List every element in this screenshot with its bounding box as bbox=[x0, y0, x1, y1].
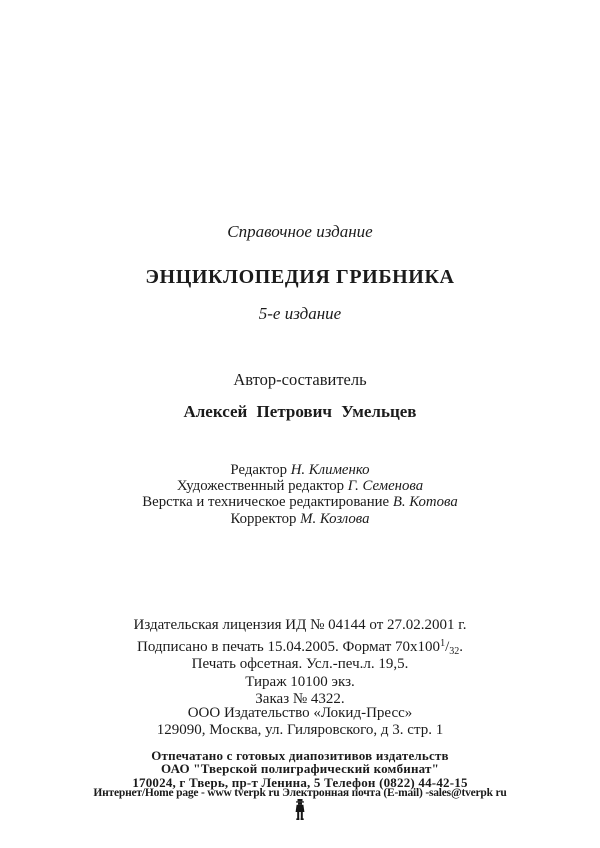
staff-person-name: М. Козлова bbox=[300, 510, 370, 527]
edition-number: 5-е издание bbox=[258, 304, 342, 323]
publisher-address: 129090, Москва, ул. Гиляровского, д 3. стр. 1 bbox=[156, 721, 444, 738]
staff-label: Верстка и техническое редактирование bbox=[142, 494, 390, 511]
printer-line-3: 170024, г Тверь, пр-т Ленина, 5 Телефон (0822) 44-42-15 bbox=[132, 774, 468, 790]
book-title: ЭНЦИКЛОПЕДИЯ ГРИБНИКА bbox=[145, 266, 455, 288]
staff-person-name: Г. Семенова bbox=[347, 478, 424, 495]
print-zakaz-line: Заказ № 4322. bbox=[255, 691, 345, 708]
publisher-block bbox=[0, 705, 600, 738]
printer-block bbox=[0, 749, 600, 789]
staff-line-layout bbox=[0, 494, 600, 510]
print-signed-line bbox=[0, 639, 600, 656]
printer-line-2: ОАО "Тверской полиграфический комбинат" bbox=[160, 761, 440, 777]
format-numerator: 1 bbox=[440, 638, 446, 649]
staff-label: Художественный редактор bbox=[176, 478, 345, 495]
format-period: . bbox=[459, 639, 463, 655]
staff-block bbox=[0, 462, 600, 527]
format-denominator: 32 bbox=[449, 646, 460, 657]
print-info-block bbox=[0, 639, 600, 709]
author-role: Автор-составитель bbox=[233, 370, 367, 389]
print-offset-line: Печать офсетная. Усл.-печ.л. 19,5. bbox=[191, 656, 409, 673]
staff-line-proofreader bbox=[0, 511, 600, 527]
printer-internet-line: Интернет/Home page - www tverpk ru Электронная почта (E-mail) -sales@tverpk ru bbox=[93, 787, 507, 799]
author-name: Алексей Петрович Умельцев bbox=[183, 402, 417, 421]
print-signed-prefix: Подписано в печать 15.04.2005. Формат 70x100 bbox=[137, 639, 441, 655]
staff-line-art-editor bbox=[0, 478, 600, 494]
printer-line-1: Отпечатано с готовых диапозитивов издательств bbox=[151, 748, 449, 763]
format-slash: / bbox=[445, 639, 450, 655]
staff-label: Редактор bbox=[230, 462, 287, 478]
staff-person-name: В. Котова bbox=[392, 494, 458, 511]
print-tirazh-line: Тираж 10100 экз. bbox=[245, 673, 355, 690]
publisher-logo-icon bbox=[293, 799, 307, 821]
staff-line-editor bbox=[0, 462, 600, 478]
license-line: Издательская лицензия ИД № 04144 от 27.02.2001 г. bbox=[133, 617, 467, 633]
publisher-name: ООО Издательство «Локид-Пресс» bbox=[187, 705, 413, 721]
edition-type: Справочное издание bbox=[227, 222, 373, 241]
staff-label: Корректор bbox=[230, 510, 297, 527]
staff-person-name: Н. Клименко bbox=[290, 462, 370, 478]
